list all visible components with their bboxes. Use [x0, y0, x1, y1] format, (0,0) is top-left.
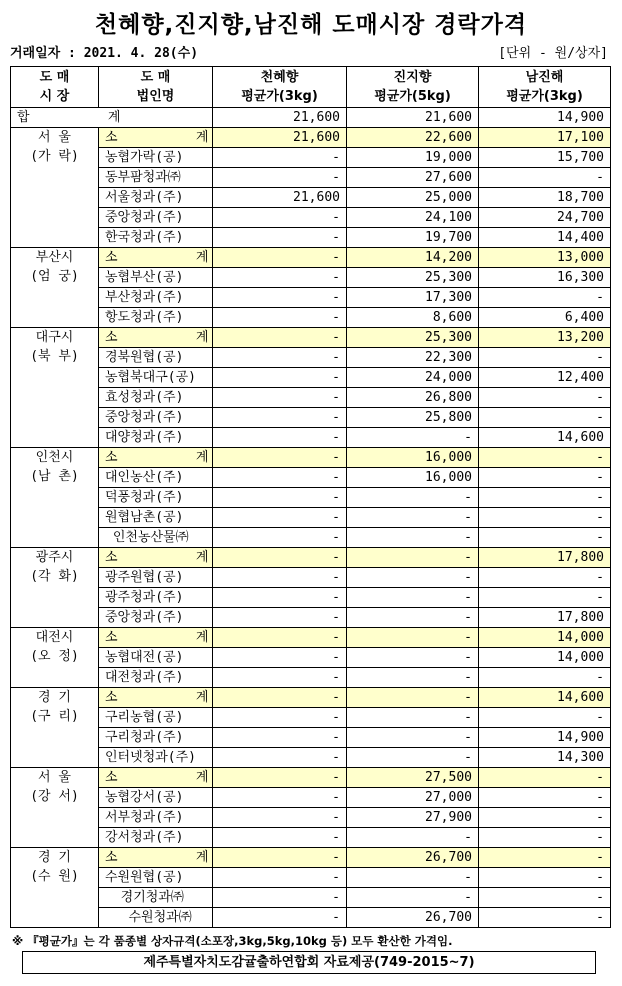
table-row [11, 388, 611, 408]
cheonhyehyang-price: - [213, 628, 347, 648]
price-table [10, 66, 611, 928]
cheonhyehyang-price: - [213, 808, 347, 828]
cheonhyehyang-price: - [213, 388, 347, 408]
corp-name: 대양청과(주) [99, 428, 213, 448]
jinjihyang-price: - [347, 488, 479, 508]
corp-name: 대전청과(주) [99, 668, 213, 688]
subtotal-row [11, 688, 611, 708]
total-cheonhyehyang: 21,600 [213, 108, 347, 128]
jinjihyang-price: - [347, 528, 479, 548]
corp-name: 구리농협(공) [99, 708, 213, 728]
namjinhae-price: - [479, 388, 611, 408]
jinjihyang-price: - [347, 428, 479, 448]
cheonhyehyang-price: - [213, 328, 347, 348]
corp-name: 대인농산(주) [99, 468, 213, 488]
corp-name: 농협부산(공) [99, 268, 213, 288]
table-row [11, 508, 611, 528]
market-name: 경 기 (수 원) [11, 848, 99, 928]
namjinhae-price: 12,400 [479, 368, 611, 388]
jinjihyang-price: 22,300 [347, 348, 479, 368]
table-row [11, 428, 611, 448]
table-row [11, 468, 611, 488]
market-name: 서 울 (가 락) [11, 128, 99, 248]
header-row [11, 67, 611, 108]
corp-name: 덕풍청과(주) [99, 488, 213, 508]
table-row [11, 348, 611, 368]
subtotal-row [11, 848, 611, 868]
market-name: 서 울 (강 서) [11, 768, 99, 848]
namjinhae-price: - [479, 168, 611, 188]
cheonhyehyang-price: - [213, 268, 347, 288]
namjinhae-price: - [479, 528, 611, 548]
corp-name: 항도청과(주) [99, 308, 213, 328]
jinjihyang-price: 27,500 [347, 768, 479, 788]
corp-name: 동부팜청과㈜ [99, 168, 213, 188]
table-row [11, 228, 611, 248]
jinjihyang-price: 16,000 [347, 468, 479, 488]
cheonhyehyang-price: - [213, 488, 347, 508]
jinjihyang-price: 8,600 [347, 308, 479, 328]
table-row [11, 208, 611, 228]
page-title: 천혜향,진지향,남진해 도매시장 경락가격 [94, 12, 528, 38]
corp-name: 원협남촌(공) [99, 508, 213, 528]
header-cheonhyehyang: 천혜향 평균가(3kg) [213, 67, 347, 108]
cheonhyehyang-price: - [213, 828, 347, 848]
jinjihyang-price: - [347, 568, 479, 588]
corp-name: 소 계 [99, 328, 213, 348]
namjinhae-price: 13,000 [479, 248, 611, 268]
subtotal-row [11, 448, 611, 468]
jinjihyang-price: 24,100 [347, 208, 479, 228]
corp-name: 한국청과(주) [99, 228, 213, 248]
namjinhae-price: - [479, 888, 611, 908]
cheonhyehyang-price: - [213, 428, 347, 448]
cheonhyehyang-price: - [213, 348, 347, 368]
table-row [11, 408, 611, 428]
jinjihyang-price: - [347, 708, 479, 728]
table-row [11, 528, 611, 548]
corp-name: 중앙청과(주) [99, 608, 213, 628]
cheonhyehyang-price: - [213, 748, 347, 768]
namjinhae-price: - [479, 708, 611, 728]
jinjihyang-price: 25,800 [347, 408, 479, 428]
table-row [11, 668, 611, 688]
header-jinjihyang: 진지향 평균가(5kg) [347, 67, 479, 108]
table-row [11, 908, 611, 928]
table-row [11, 568, 611, 588]
namjinhae-price: 17,100 [479, 128, 611, 148]
cheonhyehyang-price: - [213, 548, 347, 568]
subtotal-row [11, 128, 611, 148]
cheonhyehyang-price: - [213, 448, 347, 468]
table-row [11, 368, 611, 388]
namjinhae-price: - [479, 768, 611, 788]
corp-name: 농협강서(공) [99, 788, 213, 808]
namjinhae-price: 14,000 [479, 628, 611, 648]
cheonhyehyang-price: - [213, 508, 347, 528]
jinjihyang-price: - [347, 828, 479, 848]
jinjihyang-price: - [347, 888, 479, 908]
jinjihyang-price: 27,000 [347, 788, 479, 808]
jinjihyang-price: 26,800 [347, 388, 479, 408]
corp-name: 소 계 [99, 548, 213, 568]
cheonhyehyang-price: - [213, 868, 347, 888]
namjinhae-price: - [479, 828, 611, 848]
table-row [11, 888, 611, 908]
corp-name: 경기청과㈜ [99, 888, 213, 908]
total-label: 합 계 [11, 108, 213, 128]
jinjihyang-price: 26,700 [347, 908, 479, 928]
table-row [11, 868, 611, 888]
cheonhyehyang-price: - [213, 728, 347, 748]
cheonhyehyang-price: - [213, 528, 347, 548]
table-row [11, 308, 611, 328]
market-name: 광주시 (각 화) [11, 548, 99, 628]
total-row [11, 108, 611, 128]
namjinhae-price: - [479, 848, 611, 868]
jinjihyang-price: 27,900 [347, 808, 479, 828]
corp-name: 중앙청과(주) [99, 208, 213, 228]
subtotal-row [11, 768, 611, 788]
corp-name: 수원원협(공) [99, 868, 213, 888]
corp-name: 경북원협(공) [99, 348, 213, 368]
cheonhyehyang-price: - [213, 368, 347, 388]
cheonhyehyang-price: - [213, 668, 347, 688]
header-namjinhae: 남진해 평균가(3kg) [479, 67, 611, 108]
corp-name: 농협북대구(공) [99, 368, 213, 388]
namjinhae-price: - [479, 508, 611, 528]
namjinhae-price: 14,600 [479, 428, 611, 448]
jinjihyang-price: - [347, 668, 479, 688]
cheonhyehyang-price: 21,600 [213, 128, 347, 148]
table-row [11, 828, 611, 848]
table-row [11, 288, 611, 308]
table-row [11, 748, 611, 768]
jinjihyang-price: - [347, 608, 479, 628]
jinjihyang-price: 17,300 [347, 288, 479, 308]
cheonhyehyang-price: - [213, 308, 347, 328]
table-row [11, 728, 611, 748]
namjinhae-price: 14,000 [479, 648, 611, 668]
corp-name: 소 계 [99, 688, 213, 708]
namjinhae-price: 17,800 [479, 608, 611, 628]
subtotal-row [11, 628, 611, 648]
market-name: 대전시 (오 정) [11, 628, 99, 688]
total-jinjihyang: 21,600 [347, 108, 479, 128]
jinjihyang-price: - [347, 868, 479, 888]
cheonhyehyang-price: - [213, 768, 347, 788]
cheonhyehyang-price: - [213, 208, 347, 228]
cheonhyehyang-price: - [213, 688, 347, 708]
table-row [11, 788, 611, 808]
corp-name: 효성청과(주) [99, 388, 213, 408]
corp-name: 소 계 [99, 848, 213, 868]
market-name: 경 기 (구 리) [11, 688, 99, 768]
cheonhyehyang-price: - [213, 888, 347, 908]
namjinhae-price: 24,700 [479, 208, 611, 228]
jinjihyang-price: 25,300 [347, 268, 479, 288]
namjinhae-price: - [479, 908, 611, 928]
corp-name: 구리청과(주) [99, 728, 213, 748]
total-namjinhae: 14,900 [479, 108, 611, 128]
jinjihyang-price: 24,000 [347, 368, 479, 388]
cheonhyehyang-price: 21,600 [213, 188, 347, 208]
cheonhyehyang-price: - [213, 648, 347, 668]
table-row [11, 648, 611, 668]
corp-name: 광주원협(공) [99, 568, 213, 588]
trade-date: 거래일자 : 2021. 4. 28(수) [10, 46, 199, 61]
market-name: 인천시 (남 촌) [11, 448, 99, 548]
corp-name: 소 계 [99, 248, 213, 268]
namjinhae-price: 14,300 [479, 748, 611, 768]
market-name: 부산시 (엄 궁) [11, 248, 99, 328]
namjinhae-price: - [479, 348, 611, 368]
cheonhyehyang-price: - [213, 288, 347, 308]
corp-name: 강서청과(주) [99, 828, 213, 848]
corp-name: 중앙청과(주) [99, 408, 213, 428]
table-row [11, 808, 611, 828]
corp-name: 소 계 [99, 448, 213, 468]
subtotal-row [11, 328, 611, 348]
table-row [11, 608, 611, 628]
corp-name: 부산청과(주) [99, 288, 213, 308]
namjinhae-price: 16,300 [479, 268, 611, 288]
table-row [11, 588, 611, 608]
cheonhyehyang-price: - [213, 168, 347, 188]
table-row [11, 268, 611, 288]
jinjihyang-price: - [347, 628, 479, 648]
cheonhyehyang-price: - [213, 848, 347, 868]
corp-name: 소 계 [99, 128, 213, 148]
source-box: 제주특별자치도감귤출하연합회 자료제공(749-2015~7) [22, 951, 596, 974]
market-name: 대구시 (북 부) [11, 328, 99, 448]
namjinhae-price: - [479, 668, 611, 688]
jinjihyang-price: 25,300 [347, 328, 479, 348]
header-market: 도 매 시 장 [11, 67, 99, 108]
jinjihyang-price: 16,000 [347, 448, 479, 468]
namjinhae-price: - [479, 788, 611, 808]
corp-name: 소 계 [99, 628, 213, 648]
jinjihyang-price: 26,700 [347, 848, 479, 868]
cheonhyehyang-price: - [213, 588, 347, 608]
namjinhae-price: 18,700 [479, 188, 611, 208]
corp-name: 서부청과(주) [99, 808, 213, 828]
namjinhae-price: 14,600 [479, 688, 611, 708]
namjinhae-price: 14,900 [479, 728, 611, 748]
cheonhyehyang-price: - [213, 708, 347, 728]
unit-label: [단위 - 원/상자] [498, 46, 608, 61]
subtotal-row [11, 248, 611, 268]
namjinhae-price: - [479, 808, 611, 828]
namjinhae-price: 14,400 [479, 228, 611, 248]
namjinhae-price: - [479, 468, 611, 488]
cheonhyehyang-price: - [213, 788, 347, 808]
namjinhae-price: - [479, 488, 611, 508]
namjinhae-price: 13,200 [479, 328, 611, 348]
cheonhyehyang-price: - [213, 908, 347, 928]
namjinhae-price: 6,400 [479, 308, 611, 328]
namjinhae-price: 17,800 [479, 548, 611, 568]
jinjihyang-price: 19,000 [347, 148, 479, 168]
corp-name: 서울청과(주) [99, 188, 213, 208]
jinjihyang-price: - [347, 648, 479, 668]
corp-name: 농협가락(공) [99, 148, 213, 168]
namjinhae-price: - [479, 408, 611, 428]
cheonhyehyang-price: - [213, 568, 347, 588]
jinjihyang-price: - [347, 748, 479, 768]
corp-name: 소 계 [99, 768, 213, 788]
jinjihyang-price: 14,200 [347, 248, 479, 268]
corp-name: 인천농산물㈜ [99, 528, 213, 548]
namjinhae-price: - [479, 288, 611, 308]
corp-name: 광주청과(주) [99, 588, 213, 608]
table-row [11, 188, 611, 208]
corp-name: 인터넷청과(주) [99, 748, 213, 768]
namjinhae-price: - [479, 448, 611, 468]
table-body [11, 108, 611, 928]
namjinhae-price: 15,700 [479, 148, 611, 168]
jinjihyang-price: 25,000 [347, 188, 479, 208]
jinjihyang-price: 19,700 [347, 228, 479, 248]
jinjihyang-price: - [347, 548, 479, 568]
namjinhae-price: - [479, 568, 611, 588]
cheonhyehyang-price: - [213, 228, 347, 248]
cheonhyehyang-price: - [213, 468, 347, 488]
cheonhyehyang-price: - [213, 408, 347, 428]
cheonhyehyang-price: - [213, 608, 347, 628]
subtotal-row [11, 548, 611, 568]
footnote: ※ 『평균가』는 각 품종별 상자규격(소포장,3kg,5kg,10kg 등) 모두 환산한 가격임. [12, 934, 453, 948]
jinjihyang-price: 27,600 [347, 168, 479, 188]
jinjihyang-price: - [347, 588, 479, 608]
jinjihyang-price: - [347, 508, 479, 528]
cheonhyehyang-price: - [213, 148, 347, 168]
namjinhae-price: - [479, 868, 611, 888]
jinjihyang-price: 22,600 [347, 128, 479, 148]
cheonhyehyang-price: - [213, 248, 347, 268]
corp-name: 수원청과㈜ [99, 908, 213, 928]
jinjihyang-price: - [347, 728, 479, 748]
namjinhae-price: - [479, 588, 611, 608]
table-row [11, 488, 611, 508]
table-row [11, 148, 611, 168]
jinjihyang-price: - [347, 688, 479, 708]
corp-name: 농협대전(공) [99, 648, 213, 668]
header-corp: 도 매 법인명 [99, 67, 213, 108]
table-row [11, 708, 611, 728]
table-row [11, 168, 611, 188]
